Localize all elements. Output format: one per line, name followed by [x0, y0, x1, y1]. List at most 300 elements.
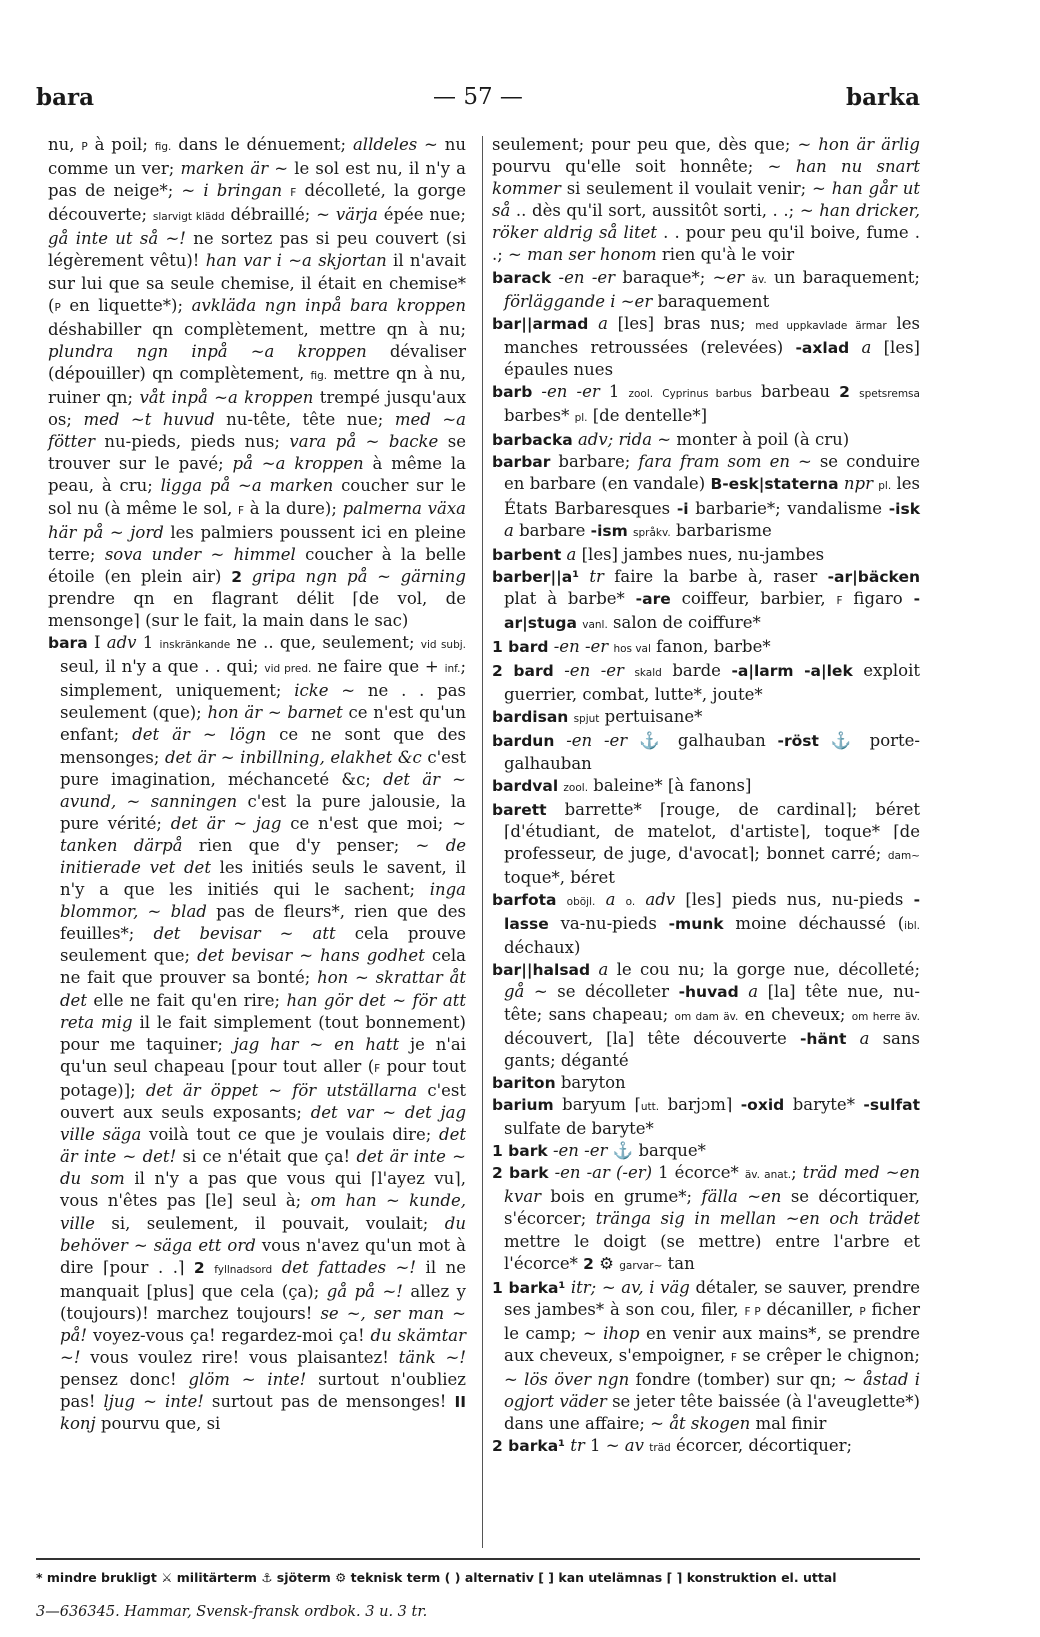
entry-text [849, 338, 861, 357]
entry-text: les initiés seuls le savent, il n'y a que les initiés qui le sachent; [60, 858, 466, 900]
swedish-phrase: fälla ~en [701, 1187, 782, 1207]
entry-text: si ce n'était que ça! [176, 1147, 357, 1167]
right-column [492, 134, 920, 1459]
usage-label: träd [649, 1442, 671, 1455]
entry-text: .. dès qu'il sort, aussitôt sorti, . .; ~ [510, 201, 820, 221]
entry-text: ce n'est qu'un enfant; [60, 703, 466, 745]
swedish-phrase: sova under ~ himmel [104, 544, 296, 564]
entry-text: se crêper le chignon; ~ [504, 1345, 920, 1390]
dictionary-entry [492, 706, 920, 730]
entry-text: coucher sur le sol nu (à même le sol, [48, 476, 466, 518]
entry-text: ⚓ barque* [607, 1141, 706, 1161]
entry-text [554, 661, 565, 680]
entry-text: ne faire que + [311, 657, 445, 677]
swedish-phrase: det bevisar ~ hans godhet [197, 946, 425, 966]
entry-text: sans gants; déganté [504, 1028, 920, 1070]
entry-text: se jeter tête baissée (à l'aveuglette*) dans une affaire; ~ [504, 1392, 920, 1434]
entry-text: prendre qn en flagrant délit ⌈de vol, de mensonge⌉ (sur le fait, la main dans le sac) [48, 588, 466, 630]
headword: bardval [492, 776, 559, 795]
swedish-phrase: han dricker, röker aldrig så litet [492, 201, 920, 243]
swedish-phrase: alldeles [352, 135, 418, 154]
usage-label: hos val [613, 643, 651, 656]
swedish-phrase: det är inte ~ du som [60, 1147, 467, 1189]
entry-text: plat à barbe* [504, 588, 636, 608]
entry-text [579, 567, 589, 586]
entry-text: se décortiquer, s'écorcer; [504, 1187, 920, 1229]
dictionary-entry [492, 544, 920, 566]
symbol-legend: * mindre brukligt ⚔ militärterm ⚓ sjöterm ⚙ teknisk term ( ) alternativ [ ] kan utelämnas ⌈ ⌉ konstruktion el. uttal [36, 1570, 837, 1585]
usage-label: Cyprinus barbus [662, 388, 752, 401]
entry-text [850, 382, 859, 401]
swedish-phrase: -en -er [541, 382, 600, 402]
entry-text: ne sortez pas si peu couvert (si légèrement vêtu)! [48, 229, 466, 271]
entry-continuation [492, 134, 920, 267]
entry-text: rien qu'à le voir [656, 245, 795, 265]
swedish-phrase: med ~a fötter [48, 410, 467, 452]
usage-label: fig. [310, 369, 328, 382]
headword: barber||a¹ [492, 567, 580, 586]
headword: II [454, 1393, 466, 1412]
usage-label: språkv. [633, 526, 671, 539]
usage-label: utt. [640, 1100, 660, 1113]
headword: 2 [839, 383, 850, 402]
usage-label: slarvigt klädd [152, 211, 225, 224]
entry-text [551, 268, 558, 287]
dictionary-entry [492, 1162, 920, 1276]
entry-text: 1 ~ [584, 1436, 625, 1456]
swedish-phrase: -en -er [552, 1141, 608, 1161]
entry-text: bois en grume*; [541, 1187, 702, 1207]
entry-text: écorcer, décortiquer; [670, 1436, 853, 1456]
headword: -are [635, 589, 671, 608]
page-header [36, 84, 920, 118]
headword: barbent [492, 545, 562, 564]
headword: -sulfat [863, 1095, 921, 1114]
entry-text: pensez donc! [60, 1370, 189, 1390]
entry-text: découvert, [la] tête découverte [504, 1028, 800, 1048]
entry-text: baryum ⌈ [553, 1094, 641, 1114]
entry-text [739, 982, 749, 1001]
entry-text: vous n'avez qu'un mot à dire ⌈pour . .⌉ [60, 1235, 467, 1277]
entry-text [556, 890, 566, 909]
entry-text: fanon, barbe* [650, 637, 771, 657]
headword: -ar|bäcken [827, 567, 920, 586]
headword: 2 barka¹ [492, 1437, 565, 1456]
headword: bardun [492, 732, 555, 751]
usage-label: spjut [573, 713, 600, 726]
entry-text: barbeau [751, 382, 840, 402]
headword: 2 [193, 1258, 205, 1277]
entry-text: [les] épaules nues [504, 337, 920, 379]
entry-text: ; [791, 1163, 803, 1183]
entry-text: pour tout potage)]; [60, 1056, 466, 1100]
swedish-phrase: a [605, 890, 616, 910]
entry-text: [les] pieds nus, nu-pieds [675, 890, 914, 910]
entry-text: décaniller, [760, 1299, 860, 1319]
swedish-phrase: de initierade vet det [60, 835, 467, 877]
entry-text: monter à poil (à cru) [671, 430, 850, 450]
headword: bara [48, 634, 88, 653]
swedish-phrase: åt skogen [669, 1414, 751, 1434]
entry-text: en venir aux mains*, se prendre aux cheveux, s'empoigner, [504, 1323, 920, 1365]
usage-label: pl. [574, 412, 588, 425]
entry-text: ⚓ galhauban [627, 731, 778, 751]
headword: barium [492, 1095, 554, 1114]
swedish-phrase: på ~a kroppen [232, 454, 364, 474]
swedish-phrase: våt inpå ~a kroppen [139, 388, 314, 408]
entry-text: un baraquement; [766, 267, 920, 287]
swedish-phrase: han går ut så [492, 179, 921, 221]
entry-text: c'est ouvert aux seuls exposants; [60, 1080, 466, 1123]
usage-label: F [374, 1062, 381, 1075]
usage-label: inf. [444, 663, 461, 676]
headword: 1 bard [492, 638, 549, 657]
headword: barbar [492, 453, 551, 472]
dictionary-entry [492, 313, 920, 381]
usage-label: zool. [563, 781, 589, 794]
swedish-phrase: om han ~ kunde, ville [60, 1191, 466, 1233]
dictionary-entry [492, 959, 920, 1071]
entry-text: baraquement [652, 291, 770, 311]
entry-text: surtout n'oubliez pas! [60, 1370, 466, 1412]
dictionary-entry [492, 1072, 920, 1094]
headword: bariton [492, 1073, 556, 1092]
swedish-phrase: -en -er [564, 661, 624, 681]
swedish-phrase: lös över ngn [524, 1370, 630, 1390]
swedish-phrase: a [504, 520, 514, 540]
usage-label: F [730, 1351, 737, 1364]
entry-text: à poil; [87, 135, 155, 154]
dictionary-entry [492, 566, 920, 636]
swedish-phrase: det är ~ inbillning, elakhet &c [164, 747, 422, 767]
entry-text [744, 268, 751, 287]
swedish-phrase: i bringan [203, 181, 283, 201]
entry-text: épée nue; [377, 205, 466, 225]
entry-text: va-nu-pieds [548, 914, 669, 934]
print-imprint: 3—636345. Hammar, Svensk-fransk ordbok. 3 u. 3 tr. [36, 1604, 428, 1620]
entry-text: à même la peau, à cru; [48, 454, 466, 496]
dictionary-entry [492, 730, 920, 774]
entry-text: coucher à la belle étoile (en plein air) [48, 544, 466, 586]
entry-text: barbarie*; vandalisme [688, 498, 889, 518]
swedish-phrase: konj [60, 1414, 96, 1434]
usage-label: vid subj. [420, 639, 466, 652]
headword: -isk [888, 499, 920, 518]
entry-text: [la] tête nue, nu-tête; sans chapeau; [504, 982, 920, 1024]
entry-continuation [48, 134, 466, 632]
swedish-phrase: gå inte ut så ~! [48, 229, 186, 249]
entry-text: débraillé; ~ [224, 205, 336, 225]
entry-text: . . pour peu qu'il boive, fume . .; ~ [492, 223, 921, 265]
entry-text: ficher le camp; ~ [504, 1299, 920, 1343]
entry-text: nu-pieds, pieds nus; [94, 432, 290, 452]
swedish-phrase: se ~, ser man ~ på! [60, 1303, 466, 1345]
entry-text: nu, [48, 135, 82, 154]
entry-text: ne .. que, seulement; [230, 633, 421, 653]
entry-text: ~ le sol est nu, il n'y a pas de neige*; ~ [48, 159, 467, 201]
usage-label: med uppkavlade ärmar [755, 319, 887, 332]
entry-text: 1 [136, 633, 160, 653]
column-divider [482, 136, 483, 1548]
swedish-phrase: glöm ~ inte! [188, 1370, 307, 1390]
entry-text: exploit guerrier, combat, lutte*, joute* [504, 661, 920, 705]
entry-text [794, 661, 805, 680]
usage-label: om dam äv. [674, 1010, 739, 1023]
entry-text: moine déchaussé ( [723, 914, 905, 934]
swedish-phrase: hon ~ skrattar åt det [60, 968, 466, 1010]
entry-text [242, 567, 252, 586]
entry-text: il n'avait sur lui que sa seule chemise, il était en chemise* ( [48, 251, 466, 315]
entry-text: barbes* [504, 406, 575, 426]
headword: -i [676, 499, 689, 518]
headword: bar||halsad [492, 961, 591, 980]
entry-text: ce ne sont que des mensonges; [60, 725, 466, 767]
swedish-phrase: hon är ärlig [818, 135, 920, 154]
entry-text: barbare [513, 520, 591, 540]
entry-text: 1 [599, 382, 629, 402]
entry-text: I [87, 633, 107, 653]
entry-text: [de dentelle*] [587, 406, 708, 426]
swedish-phrase: -en -er [558, 267, 616, 287]
swedish-phrase: vara på ~ backe [289, 432, 439, 452]
entry-text: mettre le doigt (se mettre) entre l'arbre et l'écorce* [504, 1231, 920, 1273]
entry-text: coiffeur, barbier, [670, 588, 837, 608]
headword: 2 [231, 567, 242, 586]
entry-text: ; simplement, uniquement; [60, 657, 467, 701]
swedish-phrase: npr [843, 474, 873, 494]
swedish-phrase: det är ~ jag [170, 813, 282, 833]
entry-text: barbarisme [670, 520, 772, 540]
headword: -ar|stuga [504, 589, 920, 632]
dictionary-entry [492, 381, 920, 429]
entry-text: ~ nu comme un ver; [48, 135, 466, 179]
entry-text: seul, il n'y a que . . qui; [60, 657, 265, 677]
left-column [48, 134, 466, 1435]
entry-text: il le fait simplement (tout bonnement) pour me taquiner; [60, 1012, 466, 1054]
swedish-phrase: -en -ar (-er) [554, 1163, 653, 1183]
swedish-phrase: han var i ~a skjortan [205, 251, 387, 271]
footer-rule [36, 1558, 920, 1560]
usage-label: P [81, 141, 88, 153]
dictionary-entry [492, 451, 920, 543]
headword: 1 barka¹ [492, 1278, 566, 1297]
entry-text: pourvu qu'elle soit honnête; ~ [492, 157, 796, 177]
swedish-phrase: med ~t huvud [83, 410, 215, 430]
entry-text: les États Barbaresques [504, 474, 920, 518]
entry-text [635, 890, 645, 909]
headword: bar||armad [492, 314, 589, 333]
entry-text: voyez-vous ça! regardez-moi ça! [87, 1325, 371, 1345]
headword: -hänt [800, 1029, 847, 1048]
entry-text: pas de fleurs*, rien que des feuilles*; [60, 902, 467, 944]
entry-text: déchaux) [504, 938, 581, 958]
swedish-phrase: träd med ~en kvar [504, 1163, 920, 1207]
swedish-phrase: -en -er [566, 731, 628, 751]
swedish-phrase: det är ~ avund, ~ sanningen [60, 769, 466, 811]
entry-text: nu-tête, tête nue; [214, 410, 395, 430]
entry-text: trempé jusqu'aux os; [48, 388, 467, 430]
entry-text: ne . . pas seulement (que); [60, 681, 467, 723]
headword: 2 [583, 1254, 594, 1273]
entry-text: pertuisane* [599, 707, 703, 727]
entry-text: mal finir [750, 1414, 827, 1434]
entry-text: c'est pure imagination, méchanceté &c; [60, 747, 466, 789]
entry-text: se décolleter [547, 982, 679, 1002]
usage-label: fyllnadsord [214, 1263, 273, 1276]
dictionary-entry [492, 267, 920, 313]
entry-text: pourvu que, si [95, 1414, 221, 1434]
usage-label: F P [744, 1305, 761, 1318]
usage-label: F [290, 187, 297, 200]
swedish-phrase: det är öppet ~ för utställarna [145, 1080, 418, 1100]
headword: 1 bark [492, 1142, 548, 1161]
usage-label: P [859, 1305, 866, 1318]
swedish-phrase: ligga på ~a marken [160, 476, 334, 496]
swedish-phrase: det är inte ~ det! [60, 1125, 466, 1167]
headword: -axlad [795, 338, 850, 357]
entry-text [595, 890, 605, 909]
swedish-phrase: gå på ~! [326, 1281, 403, 1301]
headword: -lasse [504, 891, 920, 934]
swedish-phrase: inga blommor, ~ blad [60, 880, 466, 922]
usage-label: o. [625, 896, 636, 909]
headword: -munk [668, 915, 724, 934]
entry-text: les manches retroussées (relevées) [504, 313, 920, 357]
dictionary-entry [492, 1277, 920, 1436]
entry-text: décolleté, la gorge découverte; [48, 181, 466, 225]
headword: B-esk|staterna [710, 475, 839, 494]
headword: 2 bard [492, 662, 554, 681]
usage-label: pl. [878, 480, 892, 493]
entry-text: elle ne fait qu'en rire; [86, 990, 287, 1010]
usage-label: skald [634, 667, 662, 680]
entry-text: si, seulement, il pouvait, voulait; [94, 1213, 445, 1233]
headword: -a|lek [804, 662, 853, 681]
swedish-phrase: a [859, 1028, 870, 1048]
entry-text: faire la barbe à, raser [603, 566, 828, 586]
entry-text [554, 731, 566, 750]
entry-text: le cou nu; la gorge nue, décolleté; [608, 960, 921, 980]
entry-text: rien que d'y penser; ~ [182, 835, 446, 855]
usage-label: äv. [751, 273, 767, 286]
usage-label: spetsremsa [859, 388, 920, 401]
swedish-phrase: a [566, 544, 577, 564]
swedish-phrase: det fattades ~! [281, 1257, 417, 1277]
entry-text: figaro [842, 588, 914, 608]
usage-label: P [54, 301, 61, 314]
swedish-phrase: itr; ~ av, i väg [570, 1277, 690, 1297]
headword: barbacka [492, 431, 573, 450]
dictionary-entry [48, 632, 466, 1435]
dictionary-entry [492, 889, 920, 959]
swedish-phrase: adv [645, 890, 676, 910]
entry-text: fondre (tomber) sur qn; ~ [629, 1370, 864, 1390]
usage-label: vid pred. [264, 663, 312, 676]
entry-text: allez y (toujours)! marchez toujours! [60, 1281, 466, 1323]
dictionary-entry [492, 429, 920, 451]
usage-label: äv. anat. [744, 1169, 792, 1182]
swedish-phrase: a [598, 313, 608, 333]
headword: -huvad [678, 983, 739, 1002]
swedish-phrase: ihop [603, 1323, 640, 1343]
dictionary-entry [492, 775, 920, 799]
entry-text: je n'ai qu'un seul chapeau [pour tout aller ( [60, 1034, 466, 1076]
headword: barfota [492, 891, 557, 910]
entry-text: voilà tout ce que je voulais dire; [141, 1125, 440, 1145]
headword: -ism [590, 521, 628, 540]
swedish-phrase: du skämtar ~! [60, 1325, 466, 1368]
swedish-phrase: du behöver ~ säga ett ord [60, 1213, 466, 1255]
dictionary-entry [492, 1094, 920, 1140]
swedish-phrase: avkläda ngn inpå bara kroppen [191, 295, 466, 315]
usage-label: F [836, 594, 843, 607]
entry-text: à la dure); [244, 498, 343, 518]
entry-text: ⚓ porte-galhauban [504, 731, 921, 773]
swedish-phrase: marken är [180, 159, 269, 179]
entry-text: baraque*; ~ [615, 267, 727, 287]
swedish-phrase: tr [570, 1436, 585, 1456]
headword: barack [492, 268, 552, 287]
swedish-phrase: det var ~ det jag ville säga [60, 1103, 467, 1145]
swedish-phrase: förläggande i ~er [504, 291, 653, 311]
usage-label: dam~ [887, 849, 920, 862]
page-number: — 57 — [433, 84, 523, 110]
entry-text [615, 890, 625, 909]
entry-text: ce n'est que moi; ~ [281, 813, 467, 833]
swedish-phrase: det bevisar ~ att [153, 924, 336, 944]
entry-text: [les] jambes nues, nu-jambes [576, 544, 825, 564]
swedish-phrase: åstad i ogjort väder [504, 1370, 920, 1412]
entry-text: cela prouve seulement que; [60, 924, 466, 966]
headword: -a|larm [731, 662, 794, 681]
entry-text: c'est la pure jalousie, la pure vérité; [60, 791, 467, 833]
usage-label: vanl. [582, 618, 608, 631]
entry-text: toque*, béret [504, 868, 615, 887]
entry-text: seulement; pour peu que, dès que; ~ [492, 135, 819, 154]
entry-text: les palmiers poussent ici en pleine terre; [48, 522, 466, 564]
swedish-phrase: adv; rida ~ [577, 430, 672, 450]
swedish-phrase: a [748, 982, 759, 1002]
usage-label: ibl. [904, 920, 920, 933]
swedish-phrase: -en -er [553, 637, 609, 657]
swedish-phrase: han gör det ~ för att reta mig [60, 990, 466, 1032]
dictionary-entry [492, 1435, 920, 1459]
entry-text: cela ne fait que prouver sa bonté; [60, 946, 466, 988]
entry-text: [les] bras nus; [607, 313, 756, 333]
entry-text: détaler, se sauver, prendre ses jambes* à son cou, filer, [504, 1277, 920, 1319]
entry-text: en cheveux; [738, 1004, 852, 1024]
entry-text: barjɔm⌉ [659, 1094, 741, 1114]
entry-text: surtout pas de mensonges! [203, 1392, 455, 1412]
swedish-phrase: gripa ngn på ~ gärning [251, 566, 466, 586]
entry-text: baryton [555, 1072, 626, 1092]
usage-label: oböjl. [566, 896, 596, 909]
headword: barett [492, 800, 547, 819]
headword: 2 bark [492, 1164, 549, 1183]
swedish-phrase: a [861, 337, 872, 357]
entry-text: vous voulez rire! vous plaisantez! [80, 1348, 399, 1368]
swedish-phrase: det är ~ lögn [132, 725, 267, 745]
entry-text: salon de coiffure* [607, 612, 761, 632]
swedish-phrase: jag har ~ en hatt [233, 1034, 400, 1054]
dictionary-entry [492, 660, 920, 706]
dictionary-entry [492, 636, 920, 660]
dictionary-entry [492, 799, 920, 889]
swedish-phrase: palmerna växa här på ~ jord [48, 498, 466, 542]
entry-text: baleine* [à fanons] [588, 775, 752, 795]
swedish-phrase: tränga sig in mellan ~en och trädet [595, 1209, 920, 1229]
headword: -oxid [740, 1095, 785, 1114]
